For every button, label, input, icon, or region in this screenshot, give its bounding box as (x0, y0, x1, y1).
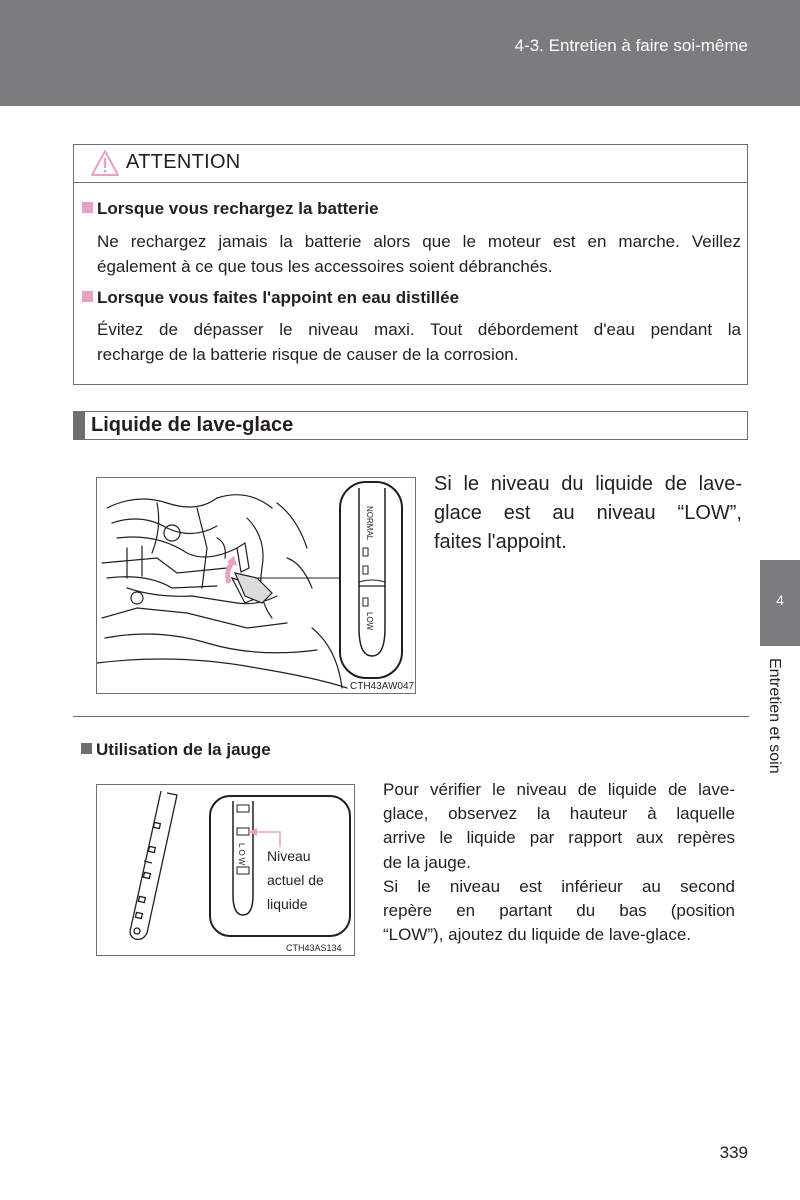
engine-bay-illustration (96, 477, 416, 694)
caution-header (74, 145, 747, 183)
text-line: Ne rechargez jamais la batterie alors que le moteur est en marche. Veillez (97, 232, 741, 251)
page-number: 339 (719, 1143, 748, 1162)
caution-section-title-water (82, 288, 459, 308)
intro-paragraph (434, 470, 742, 557)
section-heading-text: Liquide de lave-glace (91, 414, 294, 436)
text-line: Évitez de dépasser le niveau maxi. Tout débordement d'eau pendant la (97, 320, 741, 339)
divider (73, 716, 749, 717)
text-line: glace, observez la hauteur à laquelle (383, 804, 735, 824)
caution-paragraph-battery (97, 229, 741, 279)
text-line: Si le niveau est inférieur au second (383, 876, 735, 896)
callout-line: Niveau (267, 848, 311, 864)
section-title: 4-3. Entretien à faire soi-même (514, 36, 748, 55)
gauge-label-low: LOW (365, 612, 374, 631)
text-line: recharge de la batterie risque de causer de la corrosion. (97, 345, 519, 364)
text-line: arrive le liquide par rapport aux repères (383, 828, 735, 848)
subsection-title-text: Utilisation de la jauge (96, 740, 271, 759)
heading-bar (74, 412, 85, 439)
text-line: glace est au niveau “LOW”, (434, 502, 742, 524)
square-bullet-icon (81, 743, 92, 754)
callout-line: actuel de (267, 872, 324, 888)
caution-paragraph-water (97, 317, 741, 367)
caution-section-title-text: Lorsque vous rechargez la batterie (97, 199, 379, 218)
figure-code: CTH43AW047 (350, 681, 415, 692)
warning-triangle-icon (90, 149, 120, 177)
text-line: également à ce que tous les accessoires soient débranchés. (97, 257, 553, 276)
chapter-number: 4 (776, 592, 784, 608)
caution-section-title-text: Lorsque vous faites l'appoint en eau distillée (97, 288, 460, 307)
text-line: faites l'appoint. (434, 531, 567, 553)
caution-box (73, 144, 748, 385)
caution-section-title-battery (82, 199, 379, 219)
section-heading (73, 411, 748, 440)
square-bullet-icon (82, 202, 93, 213)
square-bullet-icon (82, 291, 93, 302)
indicator-arrow-icon (228, 562, 233, 583)
gauge-label-normal: NORMAL (365, 506, 374, 541)
text-line: de la jauge. (383, 852, 471, 872)
header-band (0, 0, 800, 106)
gauge-label-low: LOW (237, 843, 246, 868)
chapter-tab (760, 560, 800, 646)
text-line: “LOW”), ajoutez du liquide de lave-glace. (383, 925, 692, 945)
chapter-label-text: Entretien et soin (766, 658, 783, 774)
callout-line: liquide (267, 896, 308, 912)
subsection-title (81, 740, 271, 760)
text-line: repère en partant du bas (position (383, 901, 735, 921)
figure-code: CTH43AS134 (286, 943, 342, 953)
chapter-label (765, 658, 789, 798)
text-line: Si le niveau du liquide de lave- (434, 473, 742, 495)
callout-label (267, 844, 324, 916)
caution-label: ATTENTION (126, 151, 241, 173)
text-line: Pour vérifier le niveau de liquide de lave- (383, 780, 735, 799)
gauge-paragraph (383, 778, 735, 947)
dipstick-illustration (96, 784, 355, 956)
